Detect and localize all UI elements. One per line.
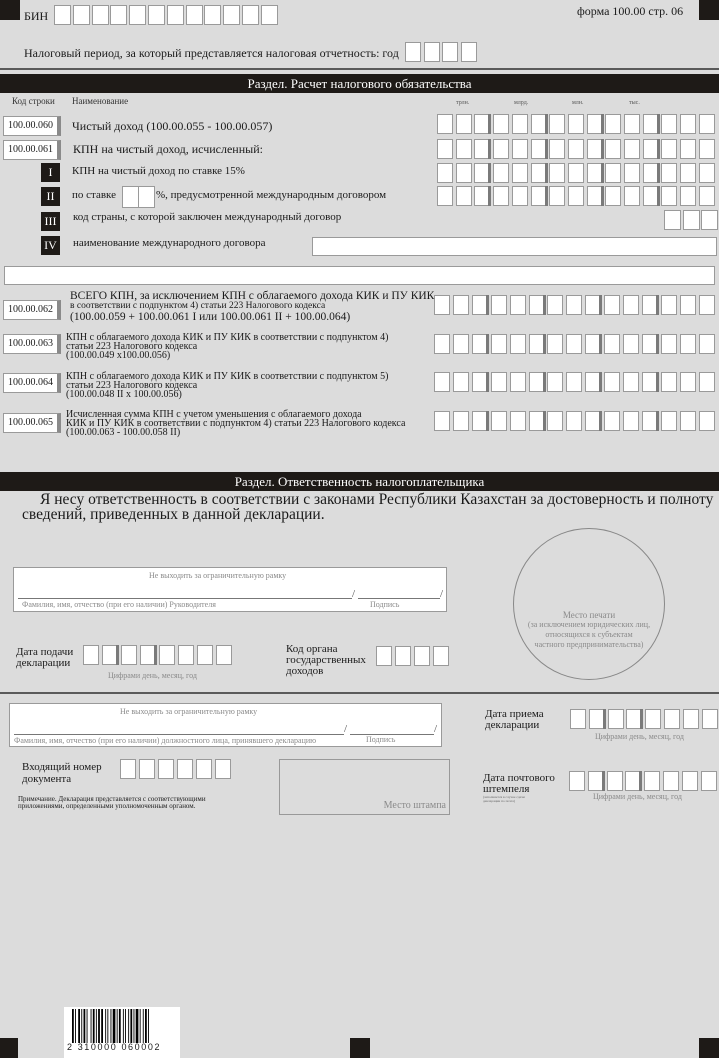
amount-cell-062-14[interactable] <box>680 295 696 315</box>
amount-cell-063-4[interactable] <box>491 334 507 354</box>
amount-cell-064-14[interactable] <box>680 372 696 392</box>
line-label-061-IV: наименование международного договора <box>73 237 266 249</box>
amount-cell-063-11[interactable] <box>623 334 639 354</box>
group-separator <box>599 372 602 392</box>
bin-cell-7[interactable] <box>167 5 184 25</box>
slash-4: / <box>434 723 438 735</box>
group-separator <box>488 139 491 159</box>
incoming-cell-4[interactable] <box>177 759 193 779</box>
incoming-label-2: документа <box>22 773 72 785</box>
officer-signature-label: Подпись <box>366 735 396 744</box>
head-signature-frame[interactable] <box>13 567 447 612</box>
group-separator <box>657 163 660 183</box>
digit-group-thousand: тыс. <box>629 100 640 106</box>
line-code-062: 100.00.062 <box>3 300 61 320</box>
amount-cell-060-7[interactable] <box>549 114 565 134</box>
line-label-065-l2: КИК и ПУ КИК в соответствии с подпунктом 4) статьи 223 Налогового кодекса <box>66 418 406 429</box>
accept-date-hint: Цифрами день, месяц, год <box>595 732 684 741</box>
amount-cell-061-13[interactable] <box>661 139 677 159</box>
frame-note-2: Не выходить за ограничительную рамку <box>120 707 258 716</box>
amount-cell-061-10[interactable] <box>605 139 621 159</box>
amount-cell-060-10[interactable] <box>605 114 621 134</box>
org-code-cell-4[interactable] <box>433 646 449 666</box>
amount-cell-065-7[interactable] <box>547 411 563 431</box>
amount-cell-060-11[interactable] <box>624 114 640 134</box>
group-separator <box>543 411 546 431</box>
group-separator <box>601 139 604 159</box>
line-code-064: 100.00.064 <box>3 373 61 393</box>
section-calc-title: Раздел. Расчет налогового обязательства <box>0 74 719 93</box>
amount-cell-065-13[interactable] <box>661 411 677 431</box>
note-line-1: Примечание. Декларация представляется с соответствующими <box>18 795 206 803</box>
col-name-header: Наименование <box>72 96 129 106</box>
amount-cell-061-I-7[interactable] <box>549 163 565 183</box>
submit-date-cell-1[interactable] <box>83 645 99 665</box>
roman-IV: IV <box>41 236 60 255</box>
submit-date-cell-6[interactable] <box>178 645 194 665</box>
bin-cell-1[interactable] <box>54 5 71 25</box>
amount-cell-061-II-1[interactable] <box>437 186 453 206</box>
amount-cell-063-7[interactable] <box>547 334 563 354</box>
amount-cell-065-1[interactable] <box>434 411 450 431</box>
amount-cell-061-II-14[interactable] <box>680 186 696 206</box>
amount-cell-063-8[interactable] <box>566 334 582 354</box>
amount-cell-064-1[interactable] <box>434 372 450 392</box>
amount-cell-060-1[interactable] <box>437 114 453 134</box>
form-label: форма 100.00 стр. 06 <box>577 4 684 18</box>
amount-cell-062-13[interactable] <box>661 295 677 315</box>
seal-line-2: (за исключением юридических лиц, <box>527 620 651 629</box>
col-code-header: Код строки <box>12 96 55 106</box>
group-separator <box>488 163 491 183</box>
amount-cell-061-8[interactable] <box>568 139 584 159</box>
group-separator <box>656 372 659 392</box>
group-separator <box>639 771 642 791</box>
year-cell-4[interactable] <box>461 42 477 62</box>
group-separator <box>599 334 602 354</box>
org-code-cell-2[interactable] <box>395 646 411 666</box>
amount-cell-061-II-4[interactable] <box>493 186 509 206</box>
submit-date-cell-8[interactable] <box>216 645 232 665</box>
postmark-date-cell-8[interactable] <box>701 771 717 791</box>
country-code-cell-1[interactable] <box>664 210 681 230</box>
submit-date-cell-7[interactable] <box>197 645 213 665</box>
accept-date-cell-3[interactable] <box>608 709 624 729</box>
group-separator <box>601 114 604 134</box>
year-cell-1[interactable] <box>405 42 421 62</box>
amount-cell-060-13[interactable] <box>661 114 677 134</box>
amount-cell-064-7[interactable] <box>547 372 563 392</box>
amount-cell-060-15[interactable] <box>699 114 715 134</box>
divider-2 <box>0 692 719 694</box>
amount-cell-064-5[interactable] <box>510 372 526 392</box>
amount-cell-063-5[interactable] <box>510 334 526 354</box>
bin-cell-3[interactable] <box>92 5 109 25</box>
amount-cell-062-8[interactable] <box>566 295 582 315</box>
group-separator <box>599 411 602 431</box>
group-separator <box>656 295 659 315</box>
amount-cell-064-11[interactable] <box>623 372 639 392</box>
amount-cell-060-8[interactable] <box>568 114 584 134</box>
group-separator <box>656 411 659 431</box>
postmark-date-cell-7[interactable] <box>682 771 698 791</box>
amount-cell-061-II-7[interactable] <box>549 186 565 206</box>
corner-marker-bottom-right <box>699 1038 719 1058</box>
line-label-062-l2: в соответствии с подпунктом 4) статьи 223 Налогового кодекса <box>70 301 326 311</box>
amount-cell-065-11[interactable] <box>623 411 639 431</box>
accept-date-cell-6[interactable] <box>664 709 680 729</box>
statement-line-1: Я несу ответственность в соответствии с законами Республики Казахстан за достоверность и полноту <box>40 491 714 508</box>
stamp-place-label: Место штампа <box>383 799 446 811</box>
amount-cell-061-7[interactable] <box>549 139 565 159</box>
year-cell-2[interactable] <box>424 42 440 62</box>
amount-cell-063-2[interactable] <box>453 334 469 354</box>
digit-group-billion: млрд. <box>514 100 529 106</box>
amount-cell-061-I-10[interactable] <box>605 163 621 183</box>
amount-cell-061-II-11[interactable] <box>624 186 640 206</box>
amount-cell-061-I-1[interactable] <box>437 163 453 183</box>
line-label-060: Чистый доход (100.00.055 - 100.00.057) <box>72 119 273 133</box>
bin-cell-10[interactable] <box>223 5 240 25</box>
group-separator <box>657 114 660 134</box>
group-separator <box>486 372 489 392</box>
amount-cell-061-II-5[interactable] <box>512 186 528 206</box>
amount-cell-062-10[interactable] <box>604 295 620 315</box>
incoming-label-1: Входящий номер <box>22 761 102 773</box>
amount-cell-061-I-11[interactable] <box>624 163 640 183</box>
line-label-064-l2: статьи 223 Налогового кодекса <box>66 380 198 391</box>
roman-III: III <box>41 212 60 231</box>
accept-date-label-1: Дата приема <box>485 708 544 720</box>
line-label-063-l3: (100.00.049 x100.00.056) <box>66 350 171 361</box>
amount-cell-061-5[interactable] <box>512 139 528 159</box>
line-code-063: 100.00.063 <box>3 334 61 354</box>
amount-cell-061-2[interactable] <box>456 139 472 159</box>
group-separator <box>154 645 157 665</box>
amount-cell-062-11[interactable] <box>623 295 639 315</box>
corner-marker-bottom-mid <box>350 1038 370 1058</box>
submit-date-cell-5[interactable] <box>159 645 175 665</box>
amount-cell-061-11[interactable] <box>624 139 640 159</box>
line-code-065: 100.00.065 <box>3 413 61 433</box>
amount-cell-064-10[interactable] <box>604 372 620 392</box>
amount-cell-061-II-13[interactable] <box>661 186 677 206</box>
amount-cell-061-I-8[interactable] <box>568 163 584 183</box>
note-line-2: приложениями, определенными уполномоченным органом. <box>18 802 196 810</box>
line-label-062-l1: ВСЕГО КПН, за исключением КПН с облагаемого дохода КИК и ПУ КИК <box>70 290 435 302</box>
country-code-cell-2[interactable] <box>683 210 700 230</box>
line-label-061-II-a: по ставке <box>72 189 116 201</box>
amount-cell-061-II-2[interactable] <box>456 186 472 206</box>
postmark-label-2: штемпеля <box>483 783 530 795</box>
group-separator <box>545 163 548 183</box>
bin-label: БИН <box>24 9 49 23</box>
group-separator <box>545 114 548 134</box>
incoming-cell-3[interactable] <box>158 759 174 779</box>
amount-cell-060-5[interactable] <box>512 114 528 134</box>
amount-cell-065-14[interactable] <box>680 411 696 431</box>
amount-cell-064-2[interactable] <box>453 372 469 392</box>
amount-cell-061-II-10[interactable] <box>605 186 621 206</box>
line-label-065-l1: Исчисленная сумма КПН с учетом уменьшения с облагаемого дохода <box>66 409 362 420</box>
amount-cell-061-I-2[interactable] <box>456 163 472 183</box>
bin-cell-11[interactable] <box>242 5 259 25</box>
group-separator <box>545 186 548 206</box>
sign-line <box>358 598 440 599</box>
amount-cell-063-13[interactable] <box>661 334 677 354</box>
bin-cell-2[interactable] <box>73 5 90 25</box>
line-label-061-III: код страны, с которой заключен международный договор <box>73 211 342 223</box>
year-cell-3[interactable] <box>442 42 458 62</box>
country-code-cell-3[interactable] <box>701 210 718 230</box>
bin-cell-6[interactable] <box>148 5 165 25</box>
roman-II: II <box>41 187 60 206</box>
amount-cell-063-15[interactable] <box>699 334 715 354</box>
section-responsibility-title: Раздел. Ответственность налогоплательщика <box>0 472 719 491</box>
group-separator <box>488 186 491 206</box>
amount-cell-061-15[interactable] <box>699 139 715 159</box>
accept-date-cell-8[interactable] <box>702 709 718 729</box>
bin-cell-8[interactable] <box>186 5 203 25</box>
postmark-date-cell-1[interactable] <box>569 771 585 791</box>
amount-cell-062-7[interactable] <box>547 295 563 315</box>
amount-cell-061-I-15[interactable] <box>699 163 715 183</box>
corner-marker-top-right <box>699 0 719 20</box>
accept-date-cell-5[interactable] <box>645 709 661 729</box>
org-code-cell-1[interactable] <box>376 646 392 666</box>
corner-marker-bottom-left <box>0 1038 18 1058</box>
amount-cell-063-1[interactable] <box>434 334 450 354</box>
amount-cell-061-4[interactable] <box>493 139 509 159</box>
amount-cell-065-5[interactable] <box>510 411 526 431</box>
group-separator <box>116 645 119 665</box>
line-code-060: 100.00.060 <box>3 116 61 136</box>
group-separator <box>656 334 659 354</box>
statement-line-2: сведений, приведенных в данной декларации. <box>22 506 325 523</box>
amount-cell-061-1[interactable] <box>437 139 453 159</box>
amount-cell-061-I-5[interactable] <box>512 163 528 183</box>
digit-group-million: млн. <box>572 100 584 106</box>
amount-cell-061-I-4[interactable] <box>493 163 509 183</box>
submit-date-cell-3[interactable] <box>121 645 137 665</box>
amount-cell-062-1[interactable] <box>434 295 450 315</box>
seal-text <box>510 610 668 650</box>
amount-cell-061-14[interactable] <box>680 139 696 159</box>
bin-cell-5[interactable] <box>129 5 146 25</box>
group-separator <box>486 295 489 315</box>
group-separator <box>545 139 548 159</box>
amount-cell-060-4[interactable] <box>493 114 509 134</box>
signature-label: Подпись <box>370 600 400 609</box>
digit-group-trillion: трлн. <box>456 100 470 106</box>
accept-date-cell-1[interactable] <box>570 709 586 729</box>
seal-line-4: частного предпринимательства) <box>534 640 644 649</box>
seal-line-3: относящихся к субъектам <box>545 630 633 639</box>
roman-I: I <box>41 163 60 182</box>
amount-cell-065-4[interactable] <box>491 411 507 431</box>
group-separator <box>640 709 643 729</box>
barcode <box>64 1007 180 1058</box>
accept-date-cell-7[interactable] <box>683 709 699 729</box>
postmark-date-cell-6[interactable] <box>663 771 679 791</box>
amount-cell-065-15[interactable] <box>699 411 715 431</box>
line-label-063-l1: КПН с облагаемого дохода КИК и ПУ КИК в соответствии с подпунктом 4) <box>66 332 389 343</box>
amount-cell-062-15[interactable] <box>699 295 715 315</box>
amount-cell-063-10[interactable] <box>604 334 620 354</box>
group-separator <box>601 186 604 206</box>
incoming-cell-2[interactable] <box>139 759 155 779</box>
amount-cell-065-2[interactable] <box>453 411 469 431</box>
group-separator <box>486 411 489 431</box>
line-label-064-l3: (100.00.048 II x 100.00.056) <box>66 389 182 400</box>
treaty-name-input[interactable] <box>312 237 717 256</box>
frame-note: Не выходить за ограничительную рамку <box>149 571 287 580</box>
group-separator <box>543 372 546 392</box>
bin-cell-9[interactable] <box>204 5 221 25</box>
line-label-061-I: КПН на чистый доход по ставке 15% <box>72 165 245 177</box>
group-separator <box>602 771 605 791</box>
seal-line-1: Место печати <box>562 610 616 620</box>
postmark-date-cell-3[interactable] <box>607 771 623 791</box>
barcode-digits: 2 310000 060002 <box>67 1042 162 1052</box>
group-separator <box>543 295 546 315</box>
incoming-cell-6[interactable] <box>215 759 231 779</box>
line-label-065-l3: (100.00.063 - 100.00.058 II) <box>66 427 181 438</box>
group-separator <box>599 295 602 315</box>
org-code-label-2: государственных <box>286 654 366 666</box>
group-separator <box>657 139 660 159</box>
postmark-date-hint: Цифрами день, месяц, год <box>593 792 682 801</box>
org-code-label-3: доходов <box>286 665 324 677</box>
bin-cell-12[interactable] <box>261 5 278 25</box>
line-label-064-l1: КПН с облагаемого дохода КИК и ПУ КИК в соответствии с подпунктом 5) <box>66 371 389 382</box>
submit-date-label-2: декларации <box>16 657 71 669</box>
amount-cell-061-II-15[interactable] <box>699 186 715 206</box>
period-label: Налоговый период, за который представляется налоговая отчетность: год <box>24 46 399 60</box>
amount-cell-064-4[interactable] <box>491 372 507 392</box>
group-separator <box>488 114 491 134</box>
divider <box>0 68 719 70</box>
line-label-061-II-b: %, предусмотренной международным договором <box>156 189 387 201</box>
slash-3: / <box>344 723 348 735</box>
postmark-small-1: (заполняется в случае сдачи <box>483 795 525 799</box>
postmark-small-2: декларации по почте) <box>483 799 516 803</box>
amount-cell-065-8[interactable] <box>566 411 582 431</box>
amount-cell-064-15[interactable] <box>699 372 715 392</box>
group-separator <box>486 334 489 354</box>
amount-cell-062-5[interactable] <box>510 295 526 315</box>
amount-cell-063-14[interactable] <box>680 334 696 354</box>
officer-signature-frame[interactable] <box>9 703 442 747</box>
rate-cell-1[interactable] <box>122 186 139 208</box>
incoming-cell-1[interactable] <box>120 759 136 779</box>
line-label-061: КПН на чистый доход, исчисленный: <box>73 142 263 156</box>
amount-cell-061-II-8[interactable] <box>568 186 584 206</box>
incoming-cell-5[interactable] <box>196 759 212 779</box>
officer-name-line <box>14 734 344 735</box>
postmark-date-cell-5[interactable] <box>644 771 660 791</box>
head-name-label: Фамилия, имя, отчество (при его наличии) Руководителя <box>22 600 216 609</box>
amount-cell-062-2[interactable] <box>453 295 469 315</box>
blank-field[interactable] <box>4 266 715 285</box>
amount-cell-060-2[interactable] <box>456 114 472 134</box>
name-line <box>18 598 352 599</box>
group-separator <box>543 334 546 354</box>
line-label-062-l3: (100.00.059 + 100.00.061 I или 100.00.061 II + 100.00.064) <box>70 311 351 323</box>
stamp-frame <box>279 759 450 815</box>
group-separator <box>601 163 604 183</box>
amount-cell-060-14[interactable] <box>680 114 696 134</box>
amount-cell-062-4[interactable] <box>491 295 507 315</box>
slash-2: / <box>440 588 444 600</box>
rate-cell-2[interactable] <box>138 186 155 208</box>
line-code-061: 100.00.061 <box>3 140 61 160</box>
submit-date-hint: Цифрами день, месяц, год <box>108 671 197 680</box>
amount-cell-061-I-13[interactable] <box>661 163 677 183</box>
group-separator <box>657 186 660 206</box>
amount-cell-064-13[interactable] <box>661 372 677 392</box>
officer-name-label: Фамилия, имя, отчество (при его наличии) должностного лица, принявшего декларацию <box>14 736 317 745</box>
corner-marker-top-left <box>0 0 20 20</box>
accept-date-label-2: декларации <box>485 719 540 731</box>
seal-circle <box>513 528 665 680</box>
line-label-063-l2: статьи 223 Налогового кодекса <box>66 341 198 352</box>
postmark-label-1: Дата почтового <box>483 772 555 784</box>
amount-cell-061-I-14[interactable] <box>680 163 696 183</box>
group-separator <box>603 709 606 729</box>
slash-1: / <box>352 588 356 600</box>
amount-cell-065-10[interactable] <box>604 411 620 431</box>
org-code-label-1: Код органа <box>286 643 338 655</box>
bin-cell-4[interactable] <box>110 5 127 25</box>
submit-date-label-1: Дата подачи <box>16 646 74 658</box>
amount-cell-064-8[interactable] <box>566 372 582 392</box>
org-code-cell-3[interactable] <box>414 646 430 666</box>
